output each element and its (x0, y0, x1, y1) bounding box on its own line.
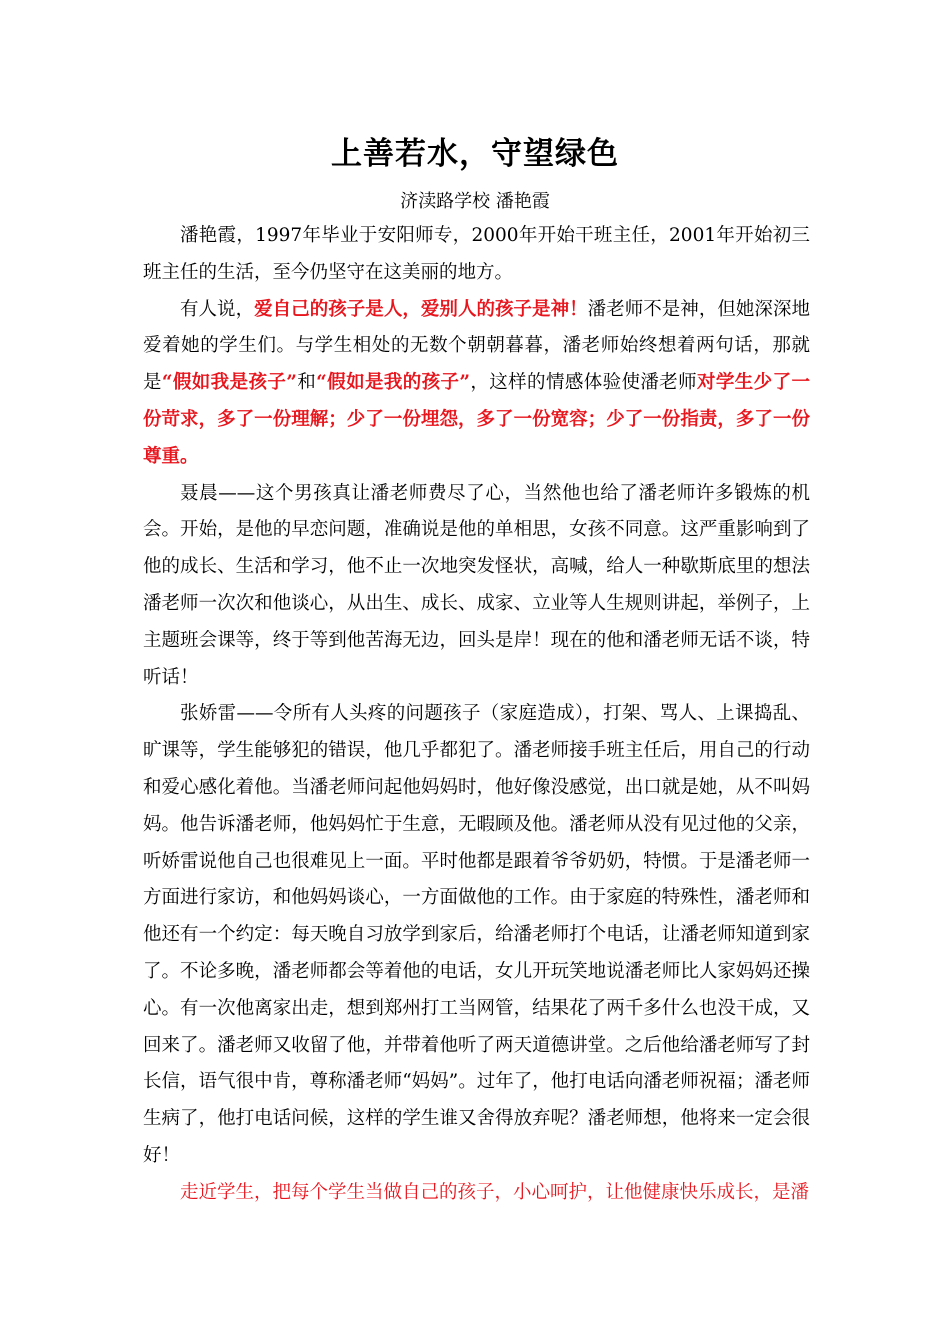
paragraph-text: 潘老师不是神，但她深深地爱着她的学生们。与学生相处的无数个朝朝暮暮，潘老师始终想着两句话，那就是 (143, 298, 810, 394)
paragraph-story-niechen (143, 476, 810, 697)
paragraph-conclusion (143, 1175, 810, 1212)
emphasis-quote: “假如我是孩子” (161, 372, 297, 394)
paragraph-text: 潘艳霞，1997年毕业于安阳师专，2000年开始干班主任，2001年开始初三班主任的生活，至今仍坚守在这美丽的地方。 (143, 225, 810, 283)
paragraph-text: 张娇雷——令所有人头疼的问题孩子（家庭造成），打架、骂人、上课捣乱、旷课等，学生能够犯的错误，他几乎都犯了。潘老师接手班主任后，用自己的行动和爱心感化着他。当潘老师问起他妈妈时，他好像没感觉，出口就是她，从不叫妈妈。他告诉潘老师，他妈妈忙于生意，无暇顾及他。潘老师从没有见过他的父亲，听娇雷说他自己也很难见上一面。平时他都是跟着爷爷奶奶，特惯。于是潘老师一方面进行家访，和他妈妈谈心，一方面做他的工作。由于家庭的特殊性，潘老师和他还有一个约定：每天晚自习放学到家后，给潘老师打个电话，让潘老师知道到家了。不论多晚，潘老师都会等着他的电话，女儿开玩笑地说潘老师比人家妈妈还操心。有一次他离家出走，想到郑州打工当网管，结果花了两千多什么也没干成，又回来了。潘老师又收留了他，并带着他听了两天道德讲堂。之后他给潘老师写了封长信，语气很中肯，尊称潘老师“妈妈”。过年了，他打电话向潘老师祝福；潘老师生病了，他打电话问候，这样的学生谁又舍得放弃呢？潘老师想，他将来一定会很好！ (143, 703, 810, 1166)
paragraph-story-zhangjiaolei (143, 696, 810, 1174)
document-body (143, 218, 810, 1212)
author-byline: 济渎路学校 潘艳霞 (400, 191, 550, 212)
paragraph-text: ，这样的情感体验使潘老师 (470, 372, 698, 394)
emphasis-principle: 对学生少了一份苛求，多了一份理解；少了一份埋怨，多了一份宽容；少了一份指责，多了一份尊重。 (143, 372, 810, 467)
emphasis-quote: 爱自己的孩子是人，爱别人的孩子是神！ (254, 298, 588, 320)
emphasis-quote: “假如是我的孩子” (316, 372, 471, 394)
paragraph-intro (143, 218, 810, 292)
paragraph-philosophy (143, 292, 810, 476)
paragraph-text: 和 (296, 372, 317, 394)
emphasis-conclusion: 走近学生，把每个学生当做自己的孩子，小心呵护，让他健康快乐成长，是潘 (180, 1181, 810, 1203)
document-title: 上善若水，守望绿色 (331, 136, 619, 172)
paragraph-text: 聂晨——这个男孩真让潘老师费尽了心，当然他也给了潘老师许多锻炼的机会。开始，是他的早恋问题，准确说是他的单相思，女孩不同意。这严重影响到了他的成长、生活和学习，他不止一次地突发怪状，高喊，给人一种歇斯底里的想法潘老师一次次和他谈心，从出生、成长、成家、立业等人生规则讲起，举例子，上主题班会课等，终于等到他苦海无边，回头是岸！现在的他和潘老师无话不谈，特听话！ (143, 482, 810, 688)
paragraph-text: 有人说， (180, 298, 255, 320)
